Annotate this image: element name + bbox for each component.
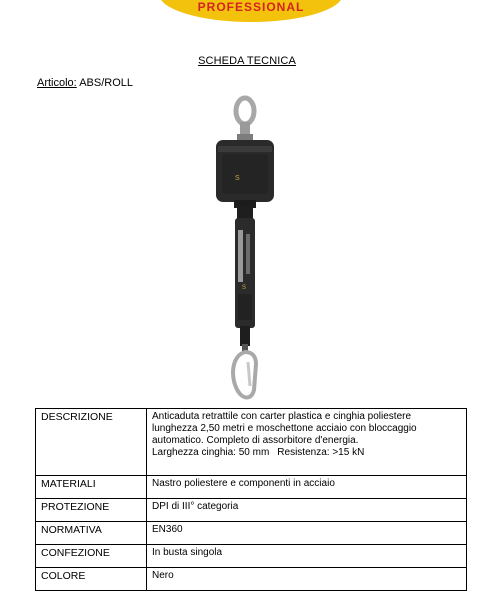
table-row [36, 499, 467, 522]
row-key: MATERIALI [36, 476, 147, 499]
product-image [190, 94, 300, 408]
row-key: PROTEZIONE [36, 499, 147, 522]
row-key: COLORE [36, 568, 147, 591]
resistance: Resistenza: >15 kN [277, 447, 365, 458]
table-row [36, 522, 467, 545]
description-line: Anticaduta retrattile con carter plastica e cinghia poliestere [152, 411, 412, 422]
description-line: lunghezza 2,50 metri e moschettone acciaio con bloccaggio [152, 423, 417, 434]
company-logo [156, 0, 346, 22]
row-value: DPI di III° categoria [147, 499, 467, 522]
row-value: EN360 [147, 522, 467, 545]
document-title: SCHEDA TECNICA [198, 55, 296, 67]
spec-table [35, 408, 467, 591]
article-line [37, 77, 133, 89]
row-key: NORMATIVA [36, 522, 147, 545]
svg-text:S: S [242, 285, 247, 291]
table-row [36, 476, 467, 499]
article-label: Articolo: [37, 77, 77, 89]
table-row [36, 409, 467, 476]
row-key: DESCRIZIONE [36, 409, 147, 476]
description-specs-line [152, 447, 462, 459]
row-key: CONFEZIONE [36, 545, 147, 568]
row-value [147, 409, 467, 476]
row-value: Nero [147, 568, 467, 591]
table-row [36, 568, 467, 591]
retractable-fall-arrester-icon [190, 94, 300, 408]
logo-subtext: PROFESSIONAL [197, 0, 305, 14]
strap-width: Larghezza cinghia: 50 mm [152, 447, 270, 458]
article-value: ABS/ROLL [79, 77, 134, 89]
row-value: Nastro poliestere e componenti in acciaio [147, 476, 467, 499]
row-value: In busta singola [147, 545, 467, 568]
svg-text:S: S [235, 175, 240, 182]
table-row [36, 545, 467, 568]
description-line: automatico. Completo di assorbitore d'energia. [152, 435, 359, 446]
